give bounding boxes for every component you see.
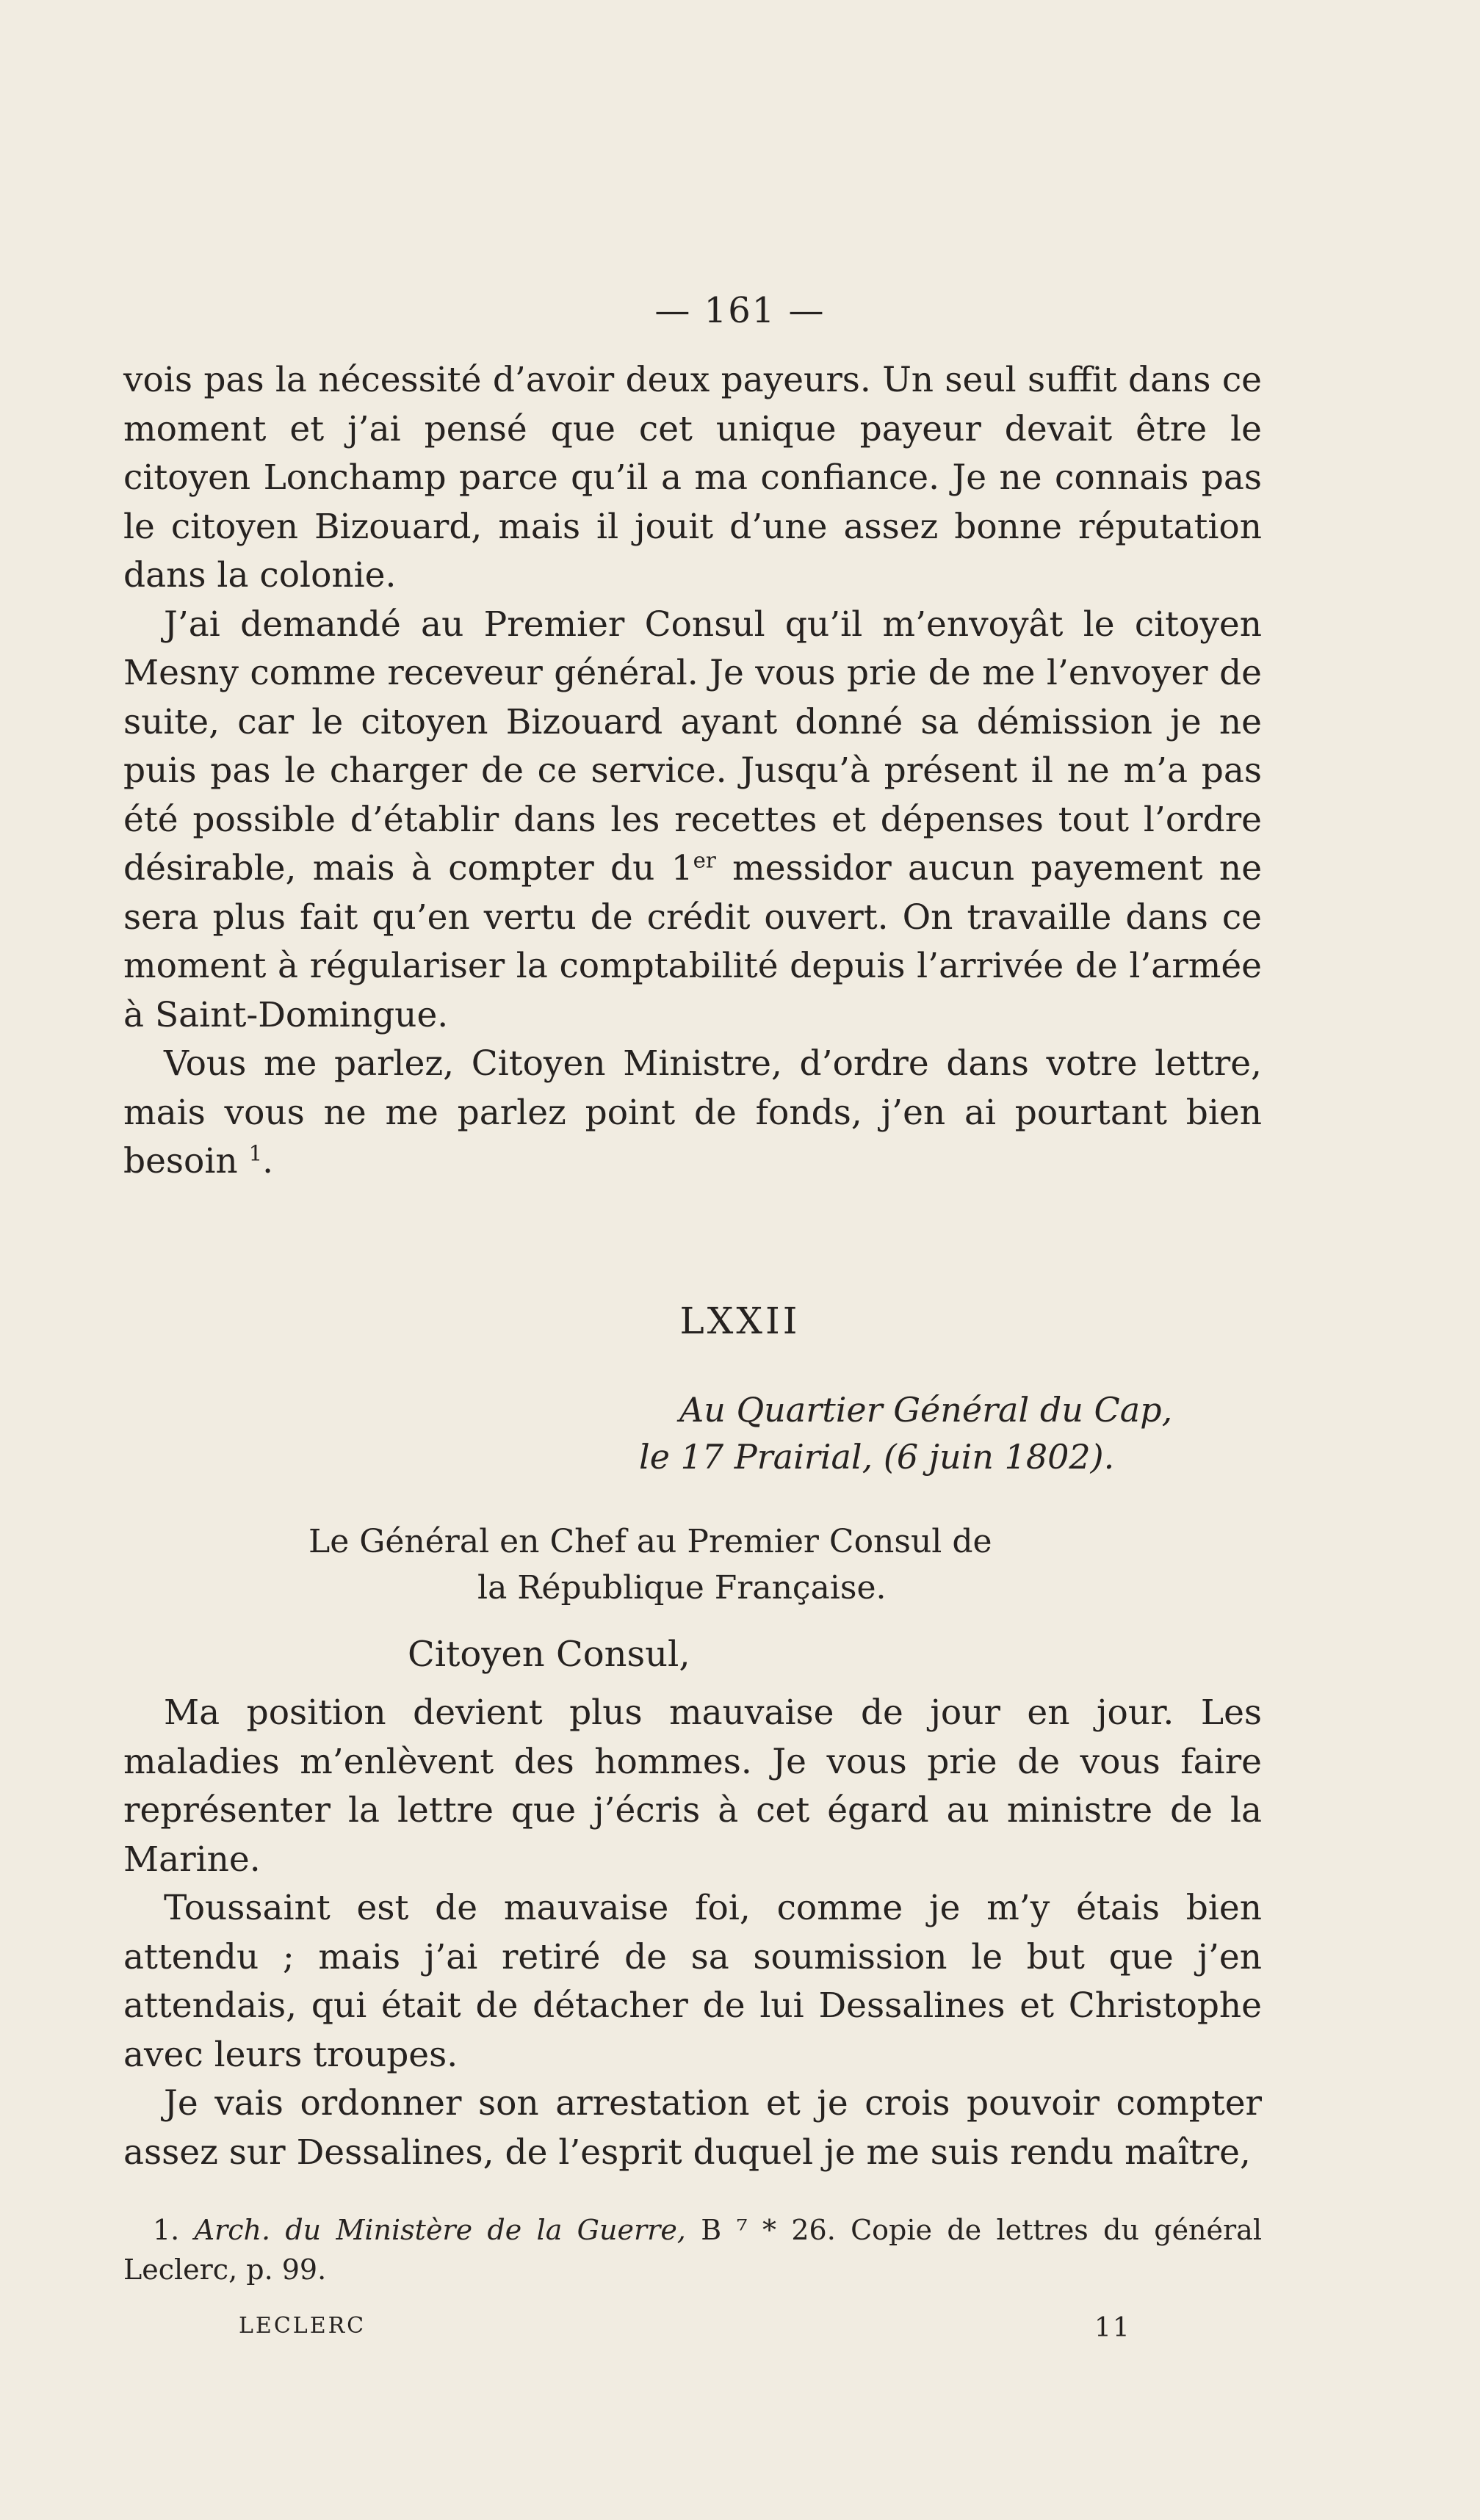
footnote-ref: 1 [248,1140,263,1166]
footnote [123,2210,1262,2289]
letter-body [123,1689,1262,2177]
paragraph-text: vois pas la nécessité d’avoir deux payeurs. Un seul suffit dans ce moment et j’ai pensé que cet unique payeur devait être le citoyen Lonchamp parce qu’il a ma confiance. Je ne connais pas le citoyen Bizouard, mais il jouit d’une assez bonne réputation dans la colonie. [123,360,1262,595]
salutation: Citoyen Consul, [408,1634,690,1675]
letter-heading: LXXII [679,1300,801,1342]
address-line: la République Française. [477,1569,887,1607]
signature-mark: LECLERC [239,2313,367,2339]
footnote-number: 1. [153,2214,180,2246]
paragraph-text: Vous me parlez, Citoyen Ministre, d’ordre dans votre lettre, mais vous ne me parlez point de fonds, j’en ai pourtant bien besoin [123,1043,1262,1181]
paragraph: Je vais ordonner son arrestation et je crois pouvoir compter assez sur Dessalines, de l’esprit duquel je me suis rendu maître, [123,2083,1262,2173]
footnote-source: Arch. du Ministère de la Guerre, [194,2214,686,2246]
paragraph-text: messidor aucun payement ne sera plus fait qu’en vertu de crédit ouvert. On travaille dans ce moment à régulariser la comptabilité depuis l’arrivée de l’armée à Saint-Domingue. [123,848,1263,1035]
sheet-number: 11 [1094,2313,1131,2343]
address-line: Le Général en Chef au Premier Consul de [308,1523,992,1560]
footnote-text: B ⁷ * 26. Copie de lettres du général Leclerc, p. 99. [123,2214,1262,2286]
paragraph: Ma position devient plus mauvaise de jour en jour. Les maladies m’enlèvent des hommes. Je vous prie de vous faire représenter la lettre que j’écris à cet égard au ministre de la Marine. [123,1692,1262,1880]
superscript: er [693,847,716,873]
paragraph-text: . [262,1141,274,1181]
paragraph [123,1040,1262,1187]
dateline-date: le 17 Prairial, (6 juin 1802). [639,1437,1115,1477]
letter-continuation [123,356,1262,1187]
paragraph [123,601,1262,1040]
paragraph-text: J’ai demandé au Premier Consul qu’il m’envoyât le citoyen Mesny comme receveur général. Je vous prie de me l’envoyer de suite, car le citoyen Bizouard ayant donné sa démission je ne puis pas le charger de ce service. Jusqu’à présent il ne m’a pas été possible d’établir dans les recettes et dépenses tout l’ordre désirable, mais à compter du 1 [123,604,1262,888]
dateline-place: Au Quartier Général du Cap, [679,1390,1173,1430]
paragraph: Toussaint est de mauvaise foi, comme je m’y étais bien attendu ; mais j’ai retiré de sa soumission le but que j’en attendais, qui était de détacher de lui Dessalines et Christophe avec leurs troupes. [123,1888,1262,2075]
paragraph [123,356,1262,601]
page-number: — 161 — [654,290,826,331]
